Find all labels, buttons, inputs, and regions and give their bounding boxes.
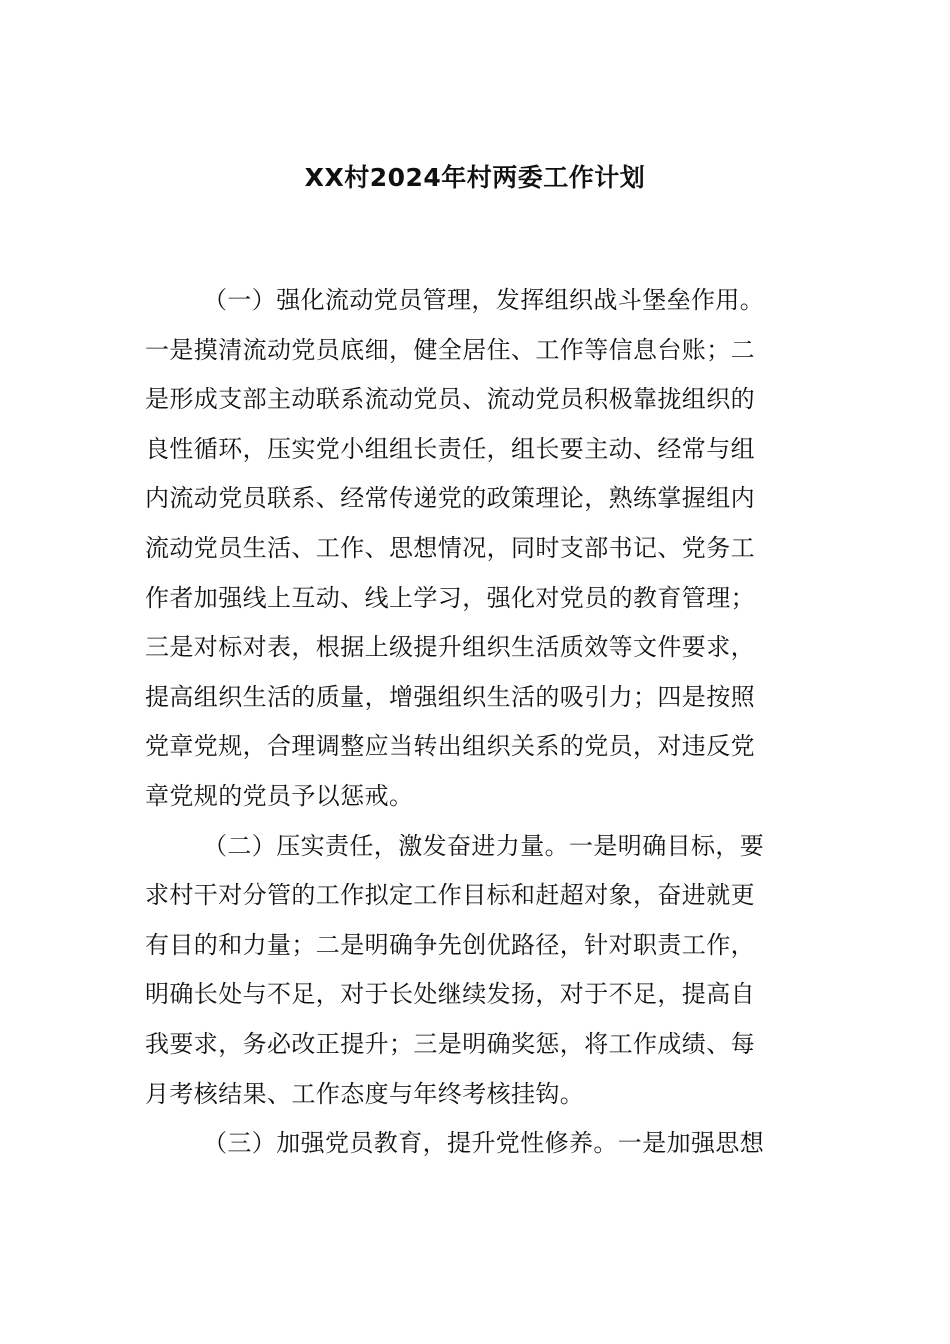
paragraph-3-line: （三）加强党员教育，提升党性修养。一是加强思想	[203, 1129, 765, 1158]
paragraph-2-line: 求村干对分管的工作拟定工作目标和赶超对象，奋进就更	[145, 881, 755, 910]
paragraph-1-line: 是形成支部主动联系流动党员、流动党员积极靠拢组织的	[145, 385, 755, 414]
paragraph-1-line: 良性循环，压实党小组组长责任，组长要主动、经常与组	[145, 434, 755, 463]
paragraph-1-line: 提高组织生活的质量，增强组织生活的吸引力；四是按照	[145, 682, 755, 711]
paragraph-2-line: （二）压实责任，激发奋进力量。一是明确目标，要	[203, 831, 765, 860]
document-title: XX村2024年村两委工作计划	[304, 163, 646, 192]
paragraph-2-line: 有目的和力量；二是明确争先创优路径，针对职责工作，	[145, 930, 755, 959]
paragraph-1-line: （一）强化流动党员管理，发挥组织战斗堡垒作用。	[203, 286, 765, 314]
paragraph-1-line: 章党规的党员予以惩戒。	[145, 781, 414, 810]
paragraph-2-line: 月考核结果、工作态度与年终考核挂钩。	[145, 1079, 585, 1108]
paragraph-1-line: 一是摸清流动党员底细，健全居住、工作等信息台账；二	[145, 335, 755, 364]
paragraph-2-line: 明确长处与不足，对于长处继续发扬，对于不足，提高自	[145, 980, 755, 1009]
document-body	[145, 276, 807, 1169]
paragraph-1-line: 党章党规，合理调整应当转出组织关系的党员，对违反党	[145, 732, 755, 761]
paragraph-1-line: 作者加强线上互动、线上学习，强化对党员的教育管理；	[145, 583, 755, 612]
paragraph-1-line: 内流动党员联系、经常传递党的政策理论，熟练掌握组内	[145, 484, 755, 513]
paragraph-2-line: 我要求，务必改正提升；三是明确奖惩，将工作成绩、每	[145, 1029, 755, 1058]
paragraph-1-line: 三是对标对表，根据上级提升组织生活质效等文件要求，	[145, 633, 755, 662]
paragraph-1-line: 流动党员生活、工作、思想情况，同时支部书记、党务工	[145, 533, 755, 562]
